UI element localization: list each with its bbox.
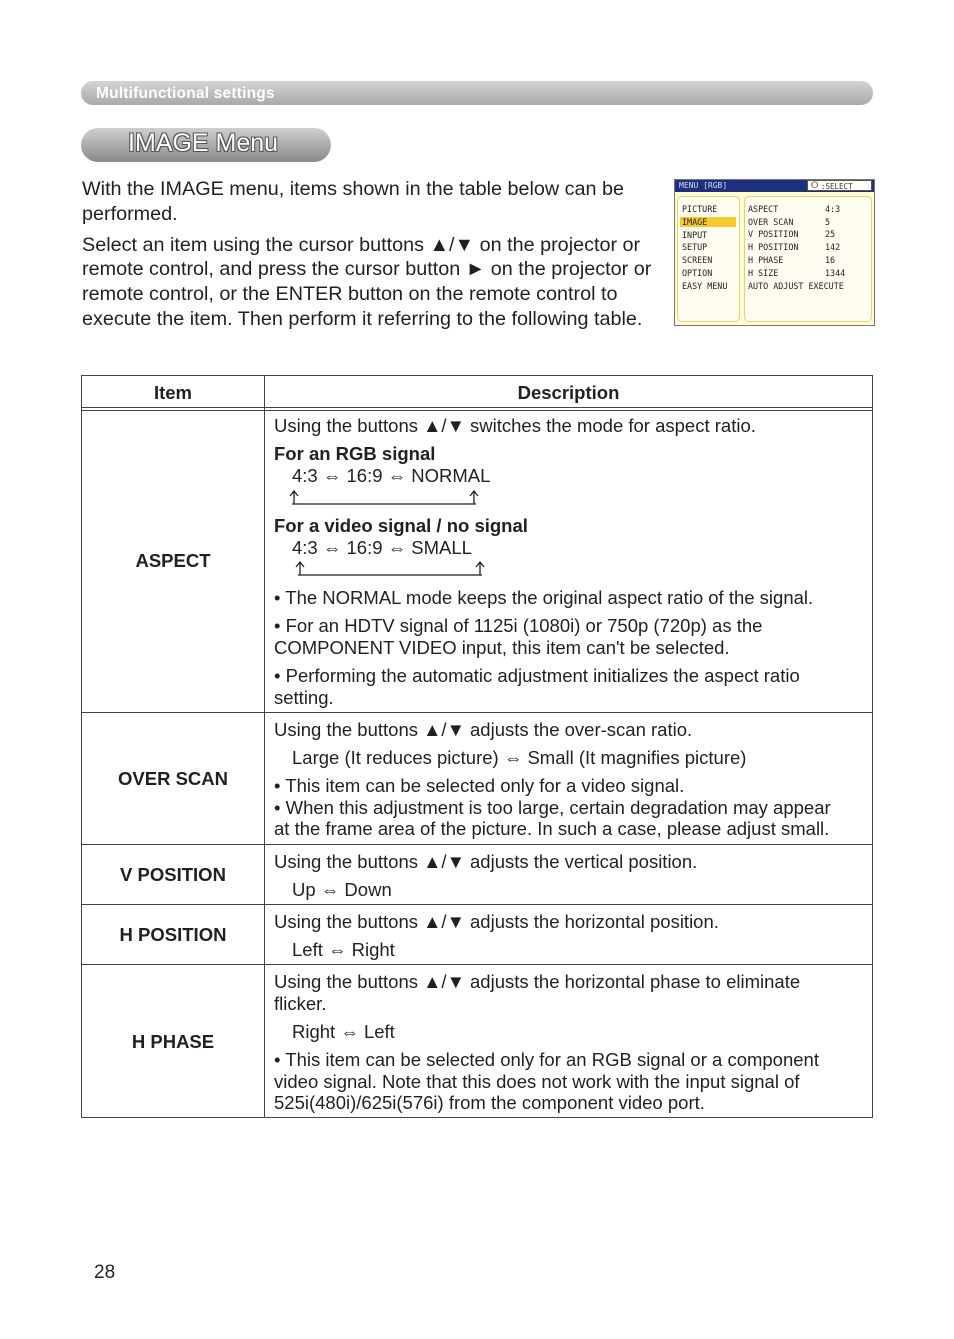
row-divider xyxy=(82,964,872,965)
aspect-video-heading: For a video signal / no signal xyxy=(274,515,528,536)
image-menu-table xyxy=(81,375,873,1118)
osd-menu-list xyxy=(677,196,740,322)
osd-row-value: 142 xyxy=(825,242,841,252)
row-divider xyxy=(82,844,872,845)
osd-row-name[interactable]: H SIZE xyxy=(748,268,779,278)
osd-menu-item-input[interactable]: INPUT xyxy=(682,230,708,240)
aspect-note: COMPONENT VIDEO input, this item can't be selected. xyxy=(274,637,730,658)
loop-arrow-icon xyxy=(288,486,480,508)
section-header-bar xyxy=(81,81,873,105)
intro-paragraph-1: With the IMAGE menu, items shown in the table below can be performed. xyxy=(82,178,625,225)
hphase-range: Right ⇔ Left xyxy=(292,1021,395,1042)
aspect-note: • Performing the automatic adjustment initializes the aspect ratio xyxy=(274,665,800,686)
row-divider xyxy=(82,410,872,411)
item-over-scan: OVER SCAN xyxy=(118,768,228,789)
item-h-phase: H PHASE xyxy=(131,1031,215,1052)
osd-row-name[interactable]: H POSITION xyxy=(748,242,799,252)
loop-arrow-icon xyxy=(294,557,486,579)
osd-row-name[interactable]: H PHASE xyxy=(748,255,784,265)
aspect-rgb-heading: For an RGB signal xyxy=(274,443,436,464)
osd-menu-item-easy-menu[interactable]: EASY MENU xyxy=(682,281,728,291)
overscan-desc-line: Using the buttons ▲/▼ adjusts the over-scan ratio. xyxy=(274,719,693,740)
column-header-item: Item xyxy=(153,382,193,403)
overscan-range: Large (It reduces picture) ⇔ Small (It magnifies picture) xyxy=(292,747,747,768)
column-header-description: Description xyxy=(517,382,620,403)
osd-select-label: :SELECT xyxy=(821,182,853,191)
vpos-desc-line: Using the buttons ▲/▼ adjusts the vertical position. xyxy=(274,851,698,872)
aspect-desc-line: Using the buttons ▲/▼ switches the mode for aspect ratio. xyxy=(274,415,756,436)
osd-row-name[interactable]: ASPECT xyxy=(748,204,779,214)
hphase-desc-line: Using the buttons ▲/▼ adjusts the horizontal phase to eliminate xyxy=(274,971,801,992)
hphase-note: 525i(480i)/625i(576i) from the component video port. xyxy=(274,1092,705,1113)
hphase-desc-line: flicker. xyxy=(274,993,327,1014)
aspect-note: • The NORMAL mode keeps the original aspect ratio of the signal. xyxy=(274,587,814,608)
osd-title-bar xyxy=(675,180,874,192)
osd-row-value: 16 xyxy=(825,255,836,265)
osd-row-value: 5 xyxy=(825,217,831,227)
cursor-arrows-icon: ⭘ xyxy=(811,181,819,191)
row-divider xyxy=(82,712,872,713)
item-h-position: H POSITION xyxy=(119,924,227,945)
item-v-position: V POSITION xyxy=(120,864,226,885)
item-aspect: ASPECT xyxy=(135,550,211,571)
aspect-rgb-sequence: 4:3 ⇔ 16:9 ⇔ NORMAL xyxy=(292,465,491,486)
vpos-range: Up ⇔ Down xyxy=(292,879,392,900)
intro-text xyxy=(82,177,662,338)
aspect-note: setting. xyxy=(274,687,334,708)
overscan-note: at the frame area of the picture. In such a case, please adjust small. xyxy=(274,818,830,839)
osd-title-label: MENU [RGB] xyxy=(679,181,728,190)
aspect-video-sequence: 4:3 ⇔ 16:9 ⇔ SMALL xyxy=(292,537,472,558)
osd-settings-panel xyxy=(744,196,872,322)
osd-body xyxy=(675,192,874,325)
osd-row-value: 25 xyxy=(825,229,836,239)
osd-menu-screenshot xyxy=(674,179,875,326)
osd-menu-item-option[interactable]: OPTION xyxy=(682,268,713,278)
hpos-desc-line: Using the buttons ▲/▼ adjusts the horizontal position. xyxy=(274,911,719,932)
page-title: IMAGE Menu xyxy=(128,129,279,157)
aspect-note: • For an HDTV signal of 1125i (1080i) or 750p (720p) as the xyxy=(274,615,763,636)
hphase-note: • This item can be selected only for an RGB signal or a component xyxy=(274,1049,819,1070)
osd-row-name[interactable]: V POSITION xyxy=(748,229,799,239)
hpos-range: Left ⇔ Right xyxy=(292,939,395,960)
overscan-note: • When this adjustment is too large, certain degradation may appear xyxy=(274,797,831,818)
osd-row-value: 1344 xyxy=(825,268,846,278)
section-header-label: Multifunctional settings xyxy=(96,85,275,102)
overscan-note: • This item can be selected only for a video signal. xyxy=(274,775,685,796)
osd-menu-item-image[interactable]: IMAGE xyxy=(680,217,736,227)
hphase-note: video signal. Note that this does not work with the input signal of xyxy=(274,1071,800,1092)
column-divider xyxy=(264,376,265,1117)
page-title-pill xyxy=(81,128,331,162)
osd-row-name[interactable]: AUTO ADJUST EXECUTE xyxy=(748,281,844,291)
osd-row-name[interactable]: OVER SCAN xyxy=(748,217,794,227)
page-number: 28 xyxy=(94,1262,116,1283)
osd-menu-item-setup[interactable]: SETUP xyxy=(682,242,708,252)
row-divider xyxy=(82,407,872,408)
row-divider xyxy=(82,904,872,905)
osd-row-value: 4:3 xyxy=(825,204,841,214)
osd-menu-item-screen[interactable]: SCREEN xyxy=(682,255,713,265)
osd-menu-item-picture[interactable]: PICTURE xyxy=(682,204,718,214)
osd-select-hint xyxy=(807,180,872,191)
intro-paragraph-2: Select an item using the cursor buttons ▲/▼ on the projector or remote control, and press the cursor button ► on the projector or remote control, or the ENTER button on the remote control to execute the item. Then perform it referring to the following table. xyxy=(82,233,652,330)
